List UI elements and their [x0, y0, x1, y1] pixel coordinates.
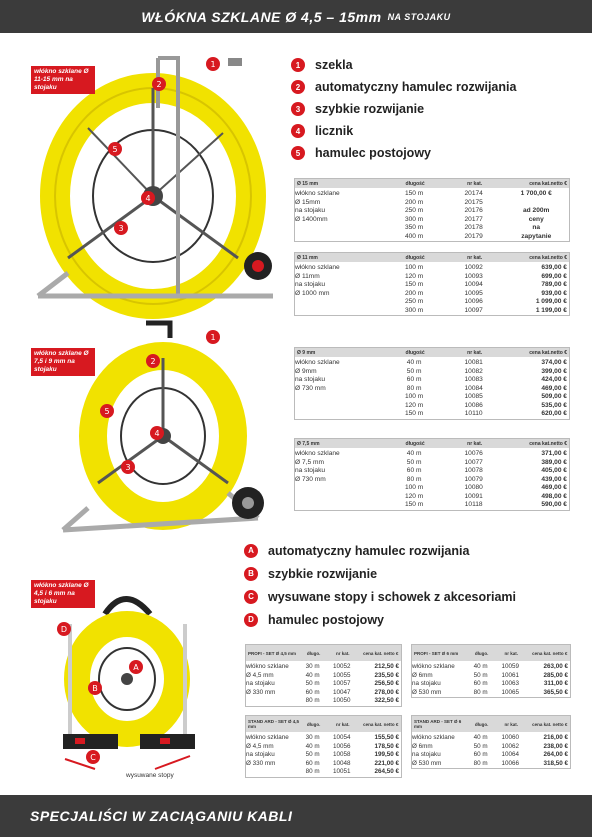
page-header	[0, 0, 592, 33]
marker-4b: 4	[150, 426, 164, 440]
marker-3b: 3	[121, 460, 135, 474]
header-title: WŁÓKNA SZKLANE Ø 4,5 – 15mm	[141, 8, 382, 25]
table-profi-4-5: PROFI - SET Ø 4,5 mm długo. nr kat. cena kat. netto € włókno szklane Ø 4,5 mm na stojaku Ø 330 mm 30 m 40 m 50 m 60 m 80 m 10052 10055 10057 10047 10050 212,50 € 235,50 € 256,50 € 278,00 € 322,50 €	[245, 644, 402, 707]
marker-3: 3	[114, 221, 128, 235]
feature-2: 2 automatyczny hamulec rozwijania	[291, 76, 516, 98]
table-profi-6: PROFI - SET Ø 6 mm długo. nr kat. cena kat. netto € włókno szklane Ø 6mm na stojaku Ø 530 mm 40 m 50 m 60 m 80 m 10059 10061 10063 10065 263,00 € 285,00 € 311,00 € 365,50 €	[411, 644, 571, 698]
marker-2b: 2	[146, 354, 160, 368]
marker-c: C	[86, 750, 100, 764]
photo-caption: wysuwane stopy	[126, 772, 174, 779]
feature-a: A automatyczny hamulec rozwijania	[244, 539, 516, 562]
tag-reel-medium: włókno szklane Ø 7,5 i 9 mm na stojaku	[31, 348, 95, 376]
footer-text: SPECJALIŚCI W ZACIĄGANIU KABLI	[30, 808, 293, 824]
marker-b: B	[88, 681, 102, 695]
table-9mm: Ø 9 mm długość nr kat. cena kat.netto € włókno szklane Ø 9mm na stojaku Ø 730 mm 40 m 50 m 60 m 80 m 100 m 120 m 150 m 10081 10082 10083 10084 10085 10086 10110 374,00 € 399,00 € 424,00 € 469,00 € 509,00 € 535,00 € 620,00 €	[294, 347, 570, 420]
marker-d: D	[57, 622, 71, 636]
header-subtitle: NA STOJAKU	[387, 11, 451, 22]
marker-a: A	[129, 660, 143, 674]
table-11mm: Ø 11 mm długość nr kat. cena kat.netto € włókno szklane Ø 11mm na stojaku Ø 1000 mm 100 m 120 m 150 m 200 m 250 m 300 m 10092 10093 10094 10095 10096 10097 639,00 € 699,00 € 789,00 € 939,00 € 1 099,00 € 1 199,00 €	[294, 252, 570, 316]
feature-c: C wysuwane stopy i schowek z akcesoriami	[244, 585, 516, 608]
feature-3: 3 szybkie rozwijanie	[291, 98, 516, 120]
marker-5b: 5	[100, 404, 114, 418]
table-15mm: Ø 15 mm długość nr kat. cena kat.netto € włókno szklane Ø 15mm na stojaku Ø 1400mm 150 m 200 m 250 m 300 m 350 m 400 m 20174 20175 20176 20177 20178 20179 1 700,00 € ad 200m ceny na zapytanie	[294, 178, 570, 242]
marker-1: 1	[206, 57, 220, 71]
feature-1: 1 szekla	[291, 54, 516, 76]
marker-5: 5	[108, 142, 122, 156]
tag-reel-small: włókno szklane Ø 4,5 i 6 mm na stojaku	[31, 580, 95, 608]
features-list-1	[291, 54, 516, 164]
features-list-2	[244, 539, 516, 631]
marker-4: 4	[141, 191, 155, 205]
feature-d: D hamulec postojowy	[244, 608, 516, 631]
feature-4: 4 licznik	[291, 120, 516, 142]
table-standard-4-5: STAND ARD - SET Ø 4,5 mm długo. nr kat. cena kat. netto € włókno szklane Ø 4,5 mm na stojaku Ø 330 mm 30 m 40 m 50 m 60 m 80 m 10054 10056 10058 10048 10051 155,50 € 178,50 € 199,50 € 221,00 € 264,50 €	[245, 715, 402, 778]
table-7-5mm: Ø 7,5 mm długość nr kat. cena kat.netto € włókno szklane Ø 7,5 mm na stojaku Ø 730 mm 40 m 50 m 60 m 80 m 100 m 120 m 150 m 10076 10077 10078 10079 10080 10091 10118 371,00 € 389,00 € 405,00 € 439,00 € 469,00 € 498,00 € 590,00 €	[294, 438, 570, 511]
reel-small-image	[55, 584, 205, 774]
table-standard-6: STAND ARD - SET Ø 6 mm długo. nr kat. cena kat. netto € włókno szklane Ø 6mm na stojaku Ø 530 mm 40 m 50 m 60 m 80 m 10060 10062 10064 10066 216,00 € 238,00 € 264,00 € 318,50 €	[411, 715, 571, 769]
feature-b: B szybkie rozwijanie	[244, 562, 516, 585]
marker-2: 2	[152, 77, 166, 91]
page-footer	[0, 795, 592, 837]
tag-reel-large: włókno szklane Ø 11-15 mm na stojaku	[31, 66, 95, 94]
feature-5: 5 hamulec postojowy	[291, 142, 516, 164]
marker-1b: 1	[206, 330, 220, 344]
